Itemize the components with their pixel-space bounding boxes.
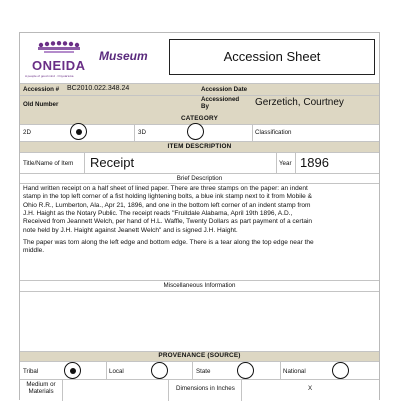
category-3d-label: 3D [138, 129, 146, 136]
provenance-state-label: State [196, 368, 211, 375]
accession-number-value[interactable]: BC2010.022.348.24 [67, 85, 130, 92]
title-name-value[interactable]: Receipt [90, 155, 135, 170]
misc-info-value[interactable] [23, 293, 376, 349]
provenance-local-radio[interactable] [151, 362, 168, 379]
dimensions-label: Dimensions in Inches [176, 385, 235, 392]
accession-date-label: Accession Date [201, 86, 248, 93]
brief-description-text[interactable] [20, 185, 379, 273]
category-2d-label: 2D [23, 129, 31, 136]
brief-line: The paper was torn along the left edge and bottom edge. There is a tear along the top edge near the [23, 239, 314, 246]
museum-label: Museum [99, 49, 148, 63]
provenance-national-radio[interactable] [332, 362, 349, 379]
logo-tagline: A people of good mind · Onyota'a:ka [25, 74, 74, 78]
dimensions-separator: X [308, 385, 313, 392]
sheet-title-box [169, 39, 375, 75]
brief-line: note held by J.H. Haight against Jeanett Welch" and is signed J.H. Haight. [23, 226, 238, 234]
brief-line: J.H. Haight as the Notary Public. The receipt reads "Fruitdale Alabama, April 19th 1896, A.D., [23, 209, 293, 217]
provenance-heading: PROVENANCE (SOURCE) [158, 352, 241, 359]
provenance-national-label: National [283, 368, 306, 375]
logo-text: ONEIDA [32, 58, 86, 73]
category-2d-radio[interactable] [70, 123, 87, 140]
provenance-tribal-label: Tribal [23, 368, 39, 375]
misc-info-label: Miscellaneous Information [163, 282, 236, 289]
provenance-local-label: Local [109, 368, 124, 375]
brief-line: stamp in the top left corner of a fist holding lightening bolts, a blue ink stamp next to it from Mobile & [23, 193, 312, 201]
brief-line: Received from Jeannett Welch, per hand of H.L. Waffle, Twenty Dollars as part payment of a certain [23, 218, 313, 226]
brief-line: Ohio R.R., Lumberton, Ala., Apr 21, 1896, and one in the bottom left corner of an indent stamp from [23, 201, 311, 209]
year-label: Year [279, 160, 292, 167]
provenance-state-radio[interactable] [237, 362, 254, 379]
accession-number-label: Accession # [23, 86, 60, 93]
title-name-label: Title/Name of Item [23, 160, 74, 167]
logo-emblem-icon [24, 37, 94, 59]
radio-selected-dot [70, 368, 76, 374]
oneida-logo [24, 37, 94, 81]
brief-line: middle. [23, 247, 45, 255]
accessioned-by-label: Accessioned By [201, 96, 240, 110]
brief-line: Hand written receipt on a half sheet of lined paper. There are three stamps on the paper: an indent [23, 185, 308, 192]
provenance-tribal-radio[interactable] [64, 362, 81, 379]
sheet-title: Accession Sheet [223, 49, 321, 64]
item-description-heading: ITEM DESCRIPTION [167, 143, 232, 150]
old-number-label: Old Number [23, 101, 59, 108]
radio-selected-dot [76, 129, 82, 135]
medium-materials-label: Medium or Materials [26, 381, 56, 395]
accessioned-by-value[interactable]: Gerzetich, Courtney [255, 97, 344, 108]
category-heading: CATEGORY [180, 115, 219, 122]
accession-sheet [19, 32, 380, 400]
year-value[interactable]: 1896 [300, 155, 329, 170]
category-3d-radio[interactable] [187, 123, 204, 140]
brief-description-label: Brief Description [176, 175, 223, 182]
classification-label: Classification [255, 129, 292, 136]
